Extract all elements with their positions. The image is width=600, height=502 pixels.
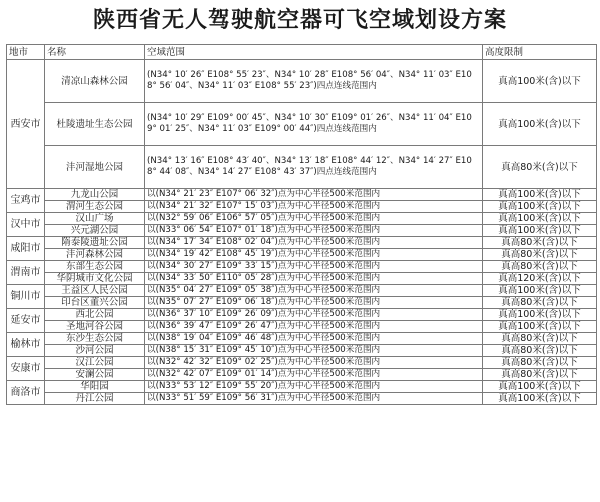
name-cell: 汉江公园 [45,357,145,369]
table-row [7,273,597,285]
range-cell: 以(N32° 42′ 32″ E109° 02′ 25″)点为中心半径500米范围内 [145,357,483,369]
table-row [7,60,597,103]
limit-cell: 真高100米(含)以下 [483,60,597,103]
name-cell: 安澜公园 [45,369,145,381]
limit-cell: 真高100米(含)以下 [483,189,597,201]
range-cell: 以(N34° 21′ 23″ E107° 06′ 32″)点为中心半径500米范围内 [145,189,483,201]
city-cell: 西安市 [7,60,45,189]
name-cell: 沣河湿地公园 [45,146,145,189]
table-row [7,297,597,309]
name-cell: 王益区人民公园 [45,285,145,297]
range-cell: 以(N36° 39′ 47″ E109° 26′ 47″)点为中心半径500米范围内 [145,321,483,333]
table-row [7,225,597,237]
table-row [7,249,597,261]
city-cell: 延安市 [7,309,45,333]
table-row [7,237,597,249]
range-cell: 以(N34° 21′ 32″ E107° 15′ 03″)点为中心半径500米范围内 [145,201,483,213]
table-row [7,369,597,381]
name-cell: 隋泰陵遗址公园 [45,237,145,249]
header-name: 名称 [45,45,145,60]
name-cell: 兴元湖公园 [45,225,145,237]
city-cell: 铜川市 [7,285,45,309]
limit-cell: 真高100米(含)以下 [483,393,597,405]
table-row [7,357,597,369]
range-cell: (N34° 10′ 26″ E108° 55′ 23″、N34° 10′ 28″ E108° 56′ 04″、N34° 11′ 03″ E108° 56′ 04″、N34° 11′ 03″ E108° 55′ 23″)四点连线范围内 [145,60,483,103]
range-cell: 以(N33° 06′ 54″ E107° 01′ 18″)点为中心半径500米范围内 [145,225,483,237]
table-row [7,285,597,297]
table-row [7,381,597,393]
range-cell: 以(N32° 59′ 06″ E106° 57′ 05″)点为中心半径500米范围内 [145,213,483,225]
header-limit: 高度限制 [483,45,597,60]
range-cell: 以(N33° 53′ 12″ E109° 55′ 20″)点为中心半径500米范围内 [145,381,483,393]
city-cell: 安康市 [7,357,45,381]
city-cell: 咸阳市 [7,237,45,261]
name-cell: 华阴城市文化公园 [45,273,145,285]
range-cell: 以(N36° 37′ 10″ E109° 26′ 09″)点为中心半径500米范围内 [145,309,483,321]
name-cell: 汉山广场 [45,213,145,225]
table-row [7,103,597,146]
range-cell: (N34° 10′ 29″ E109° 00′ 45″、N34° 10′ 30″ E109° 01′ 26″、N34° 11′ 04″ E109° 01′ 25″、N34° 11′ 03″ E109° 00′ 44″)四点连线范围内 [145,103,483,146]
city-cell: 宝鸡市 [7,189,45,213]
name-cell: 华阳园 [45,381,145,393]
limit-cell: 真高80米(含)以下 [483,369,597,381]
name-cell: 东部生态公园 [45,261,145,273]
limit-cell: 真高80米(含)以下 [483,261,597,273]
header-row [7,45,597,60]
range-cell: 以(N38° 19′ 04″ E109° 46′ 48″)点为中心半径500米范围内 [145,333,483,345]
airspace-table [6,44,597,405]
table-row [7,189,597,201]
table-row [7,321,597,333]
limit-cell: 真高100米(含)以下 [483,321,597,333]
name-cell: 清凉山森林公园 [45,60,145,103]
range-cell: 以(N38° 15′ 31″ E109° 45′ 10″)点为中心半径500米范围内 [145,345,483,357]
header-range: 空域范围 [145,45,483,60]
table-row [7,201,597,213]
city-cell: 渭南市 [7,261,45,285]
header-city: 地市 [7,45,45,60]
limit-cell: 真高80米(含)以下 [483,297,597,309]
name-cell: 丹江公园 [45,393,145,405]
limit-cell: 真高80米(含)以下 [483,345,597,357]
name-cell: 沙河公园 [45,345,145,357]
range-cell: 以(N34° 30′ 27″ E109° 33′ 15″)点为中心半径500米范围内 [145,261,483,273]
limit-cell: 真高80米(含)以下 [483,249,597,261]
name-cell: 渭河生态公园 [45,201,145,213]
range-cell: 以(N34° 17′ 34″ E108° 02′ 04″)点为中心半径500米范围内 [145,237,483,249]
name-cell: 沣河森林公园 [45,249,145,261]
limit-cell: 真高80米(含)以下 [483,146,597,189]
limit-cell: 真高80米(含)以下 [483,237,597,249]
limit-cell: 真高100米(含)以下 [483,285,597,297]
table-row [7,333,597,345]
table-body [7,60,597,405]
range-cell: 以(N32° 42′ 07″ E109° 01′ 14″)点为中心半径500米范围内 [145,369,483,381]
range-cell: 以(N35° 07′ 27″ E109° 06′ 18″)点为中心半径500米范围内 [145,297,483,309]
table-row [7,146,597,189]
table-row [7,309,597,321]
table-row [7,393,597,405]
range-cell: 以(N35° 04′ 27″ E109° 05′ 38″)点为中心半径500米范围内 [145,285,483,297]
table-row [7,345,597,357]
city-cell: 汉中市 [7,213,45,237]
name-cell: 杜陵遗址生态公园 [45,103,145,146]
limit-cell: 真高100米(含)以下 [483,309,597,321]
range-cell: (N34° 13′ 16″ E108° 43′ 40″、N34° 13′ 18″ E108° 44′ 12″、N34° 14′ 27″ E108° 44′ 08″、N34° 14′ 27″ E108° 43′ 37″)四点连线范围内 [145,146,483,189]
limit-cell: 真高100米(含)以下 [483,103,597,146]
city-cell: 榆林市 [7,333,45,357]
range-cell: 以(N33° 51′ 59″ E109° 56′ 31″)点为中心半径500米范围内 [145,393,483,405]
name-cell: 东沙生态公园 [45,333,145,345]
name-cell: 印台区董兴公园 [45,297,145,309]
name-cell: 九龙山公园 [45,189,145,201]
limit-cell: 真高80米(含)以下 [483,357,597,369]
name-cell: 圣地河谷公园 [45,321,145,333]
range-cell: 以(N34° 19′ 42″ E108° 45′ 19″)点为中心半径500米范围内 [145,249,483,261]
table-row [7,213,597,225]
limit-cell: 真高100米(含)以下 [483,381,597,393]
limit-cell: 真高100米(含)以下 [483,225,597,237]
limit-cell: 真高100米(含)以下 [483,213,597,225]
range-cell: 以(N34° 33′ 50″ E110° 05′ 28″)点为中心半径500米范围内 [145,273,483,285]
limit-cell: 真高80米(含)以下 [483,333,597,345]
table-row [7,261,597,273]
limit-cell: 真高120米(含)以下 [483,273,597,285]
city-cell: 商洛市 [7,381,45,405]
name-cell: 西北公园 [45,309,145,321]
limit-cell: 真高100米(含)以下 [483,201,597,213]
document-title: 陕西省无人驾驶航空器可飞空域划设方案 [92,8,507,33]
